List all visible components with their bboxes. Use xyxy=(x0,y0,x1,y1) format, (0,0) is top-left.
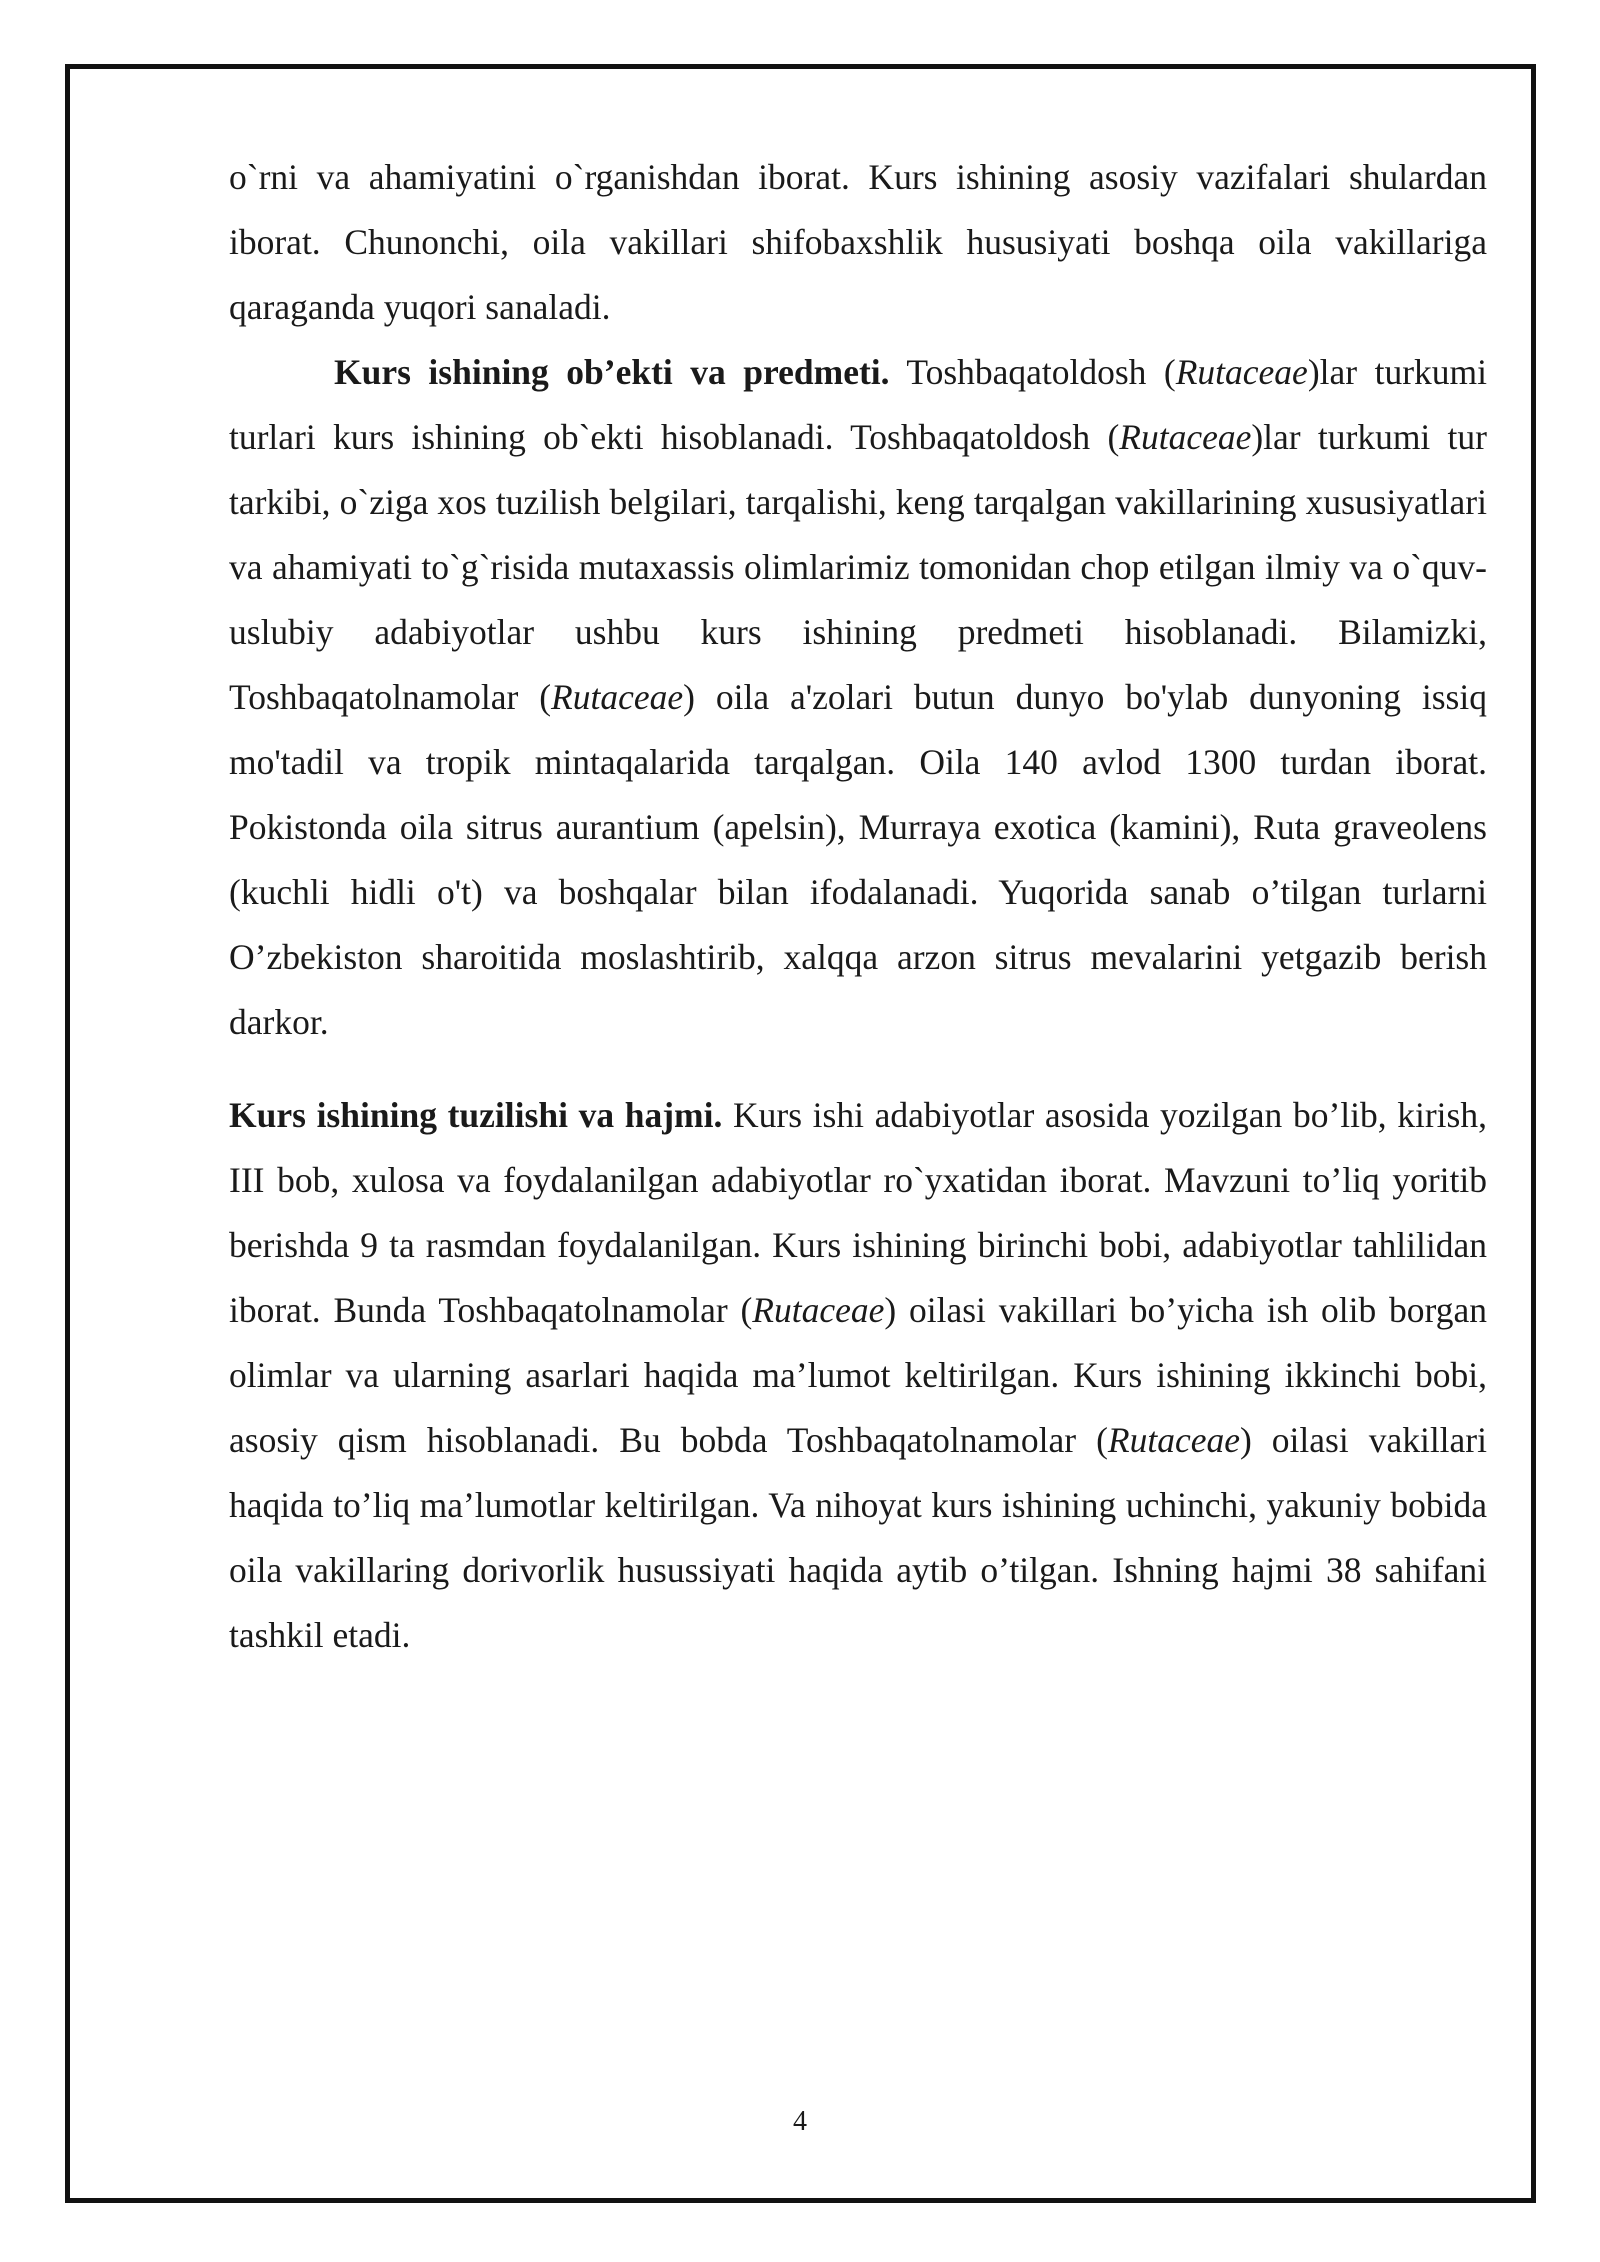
document-body xyxy=(229,145,1487,1668)
paragraph-structure-and-volume xyxy=(229,1083,1487,1668)
latin-family-name: Rutaceae xyxy=(752,1290,885,1330)
paragraph-intro-continuation xyxy=(229,145,1487,340)
paragraph-text: ) oilasi vakillari haqida to’liq ma’lumotlar keltirilgan. Va nihoyat kurs ishining uchinchi, yakuniy bobida oila vakillaring dorivorlik husussiyati haqida aytib o’tilgan. Ishning hajmi 38 sahifani tashkil etadi. xyxy=(229,1420,1487,1655)
paragraph-text: )lar turkumi tur tarkibi, o`ziga xos tuzilish belgilari, tarqalishi, keng tarqalgan vakillarining xususiyatlari va ahamiyati to`g`risida mutaxassis olimlarimiz tomonidan chop etilgan ilmiy va o`quv-uslubiy adabiyotlar ushbu kurs ishining predmeti hisoblanadi. Bilamizki, Toshbaqatolnamolar ( xyxy=(229,417,1487,717)
paragraph-object-and-subject xyxy=(229,340,1487,1055)
latin-family-name: Rutaceae xyxy=(551,677,684,717)
page-number: 4 xyxy=(793,2106,807,2137)
section-heading-object: Kurs ishining ob’ekti va predmeti. xyxy=(334,352,890,392)
paragraph-text: Kurs ishi adabiyotlar asosida yozilgan bo’lib, kirish, III bob, xulosa va foydalanilgan adabiyotlar ro`yxatidan iborat. Mavzuni to’liq yoritib berishda 9 ta rasmdan foydalanilgan. Kurs ishining birinchi bobi, adabiyotlar tahlilidan iborat. Bunda Toshbaqatolnamolar ( xyxy=(229,1095,1487,1330)
paragraph-text: Toshbaqatoldosh ( xyxy=(889,352,1176,392)
paragraph-text: o`rni va ahamiyatini o`rganishdan iborat. Kurs ishining asosiy vazifalari shulardan iborat. Chunonchi, oila vakillari shifobaxshlik hususiyati boshqa oila vakillariga qaraganda yuqori sanaladi. xyxy=(229,157,1487,327)
paragraph-text: )lar turkumi turlari kurs ishining ob`ekti hisoblanadi. Toshbaqatoldosh ( xyxy=(229,352,1487,457)
section-heading-structure: Kurs ishining tuzilishi va hajmi. xyxy=(229,1095,723,1135)
latin-family-name: Rutaceae xyxy=(1107,1420,1240,1460)
latin-family-name: Rutaceae xyxy=(1119,417,1252,457)
paragraph-text: ) oila a'zolari butun dunyo bo'ylab dunyoning issiq mo'tadil va tropik mintaqalarida tarqalgan. Oila 140 avlod 1300 turdan iborat. Pokistonda oila sitrus aurantium (apelsin), Murraya exotica (kamini), Ruta graveolens (kuchli hidli o't) va boshqalar bilan ifodalanadi. Yuqorida sanab o’tilgan turlarni O’zbekiston sharoitida moslashtirib, xalqqa arzon sitrus mevalarini yetgazib berish darkor. xyxy=(229,677,1487,1042)
latin-family-name: Rutaceae xyxy=(1175,352,1308,392)
paragraph-text: ) oilasi vakillari bo’yicha ish olib borgan olimlar va ularning asarlari haqida ma’lumot keltirilgan. Kurs ishining ikkinchi bobi, asosiy qism hisoblanadi. Bu bobda Toshbaqatolnamolar ( xyxy=(229,1290,1487,1460)
